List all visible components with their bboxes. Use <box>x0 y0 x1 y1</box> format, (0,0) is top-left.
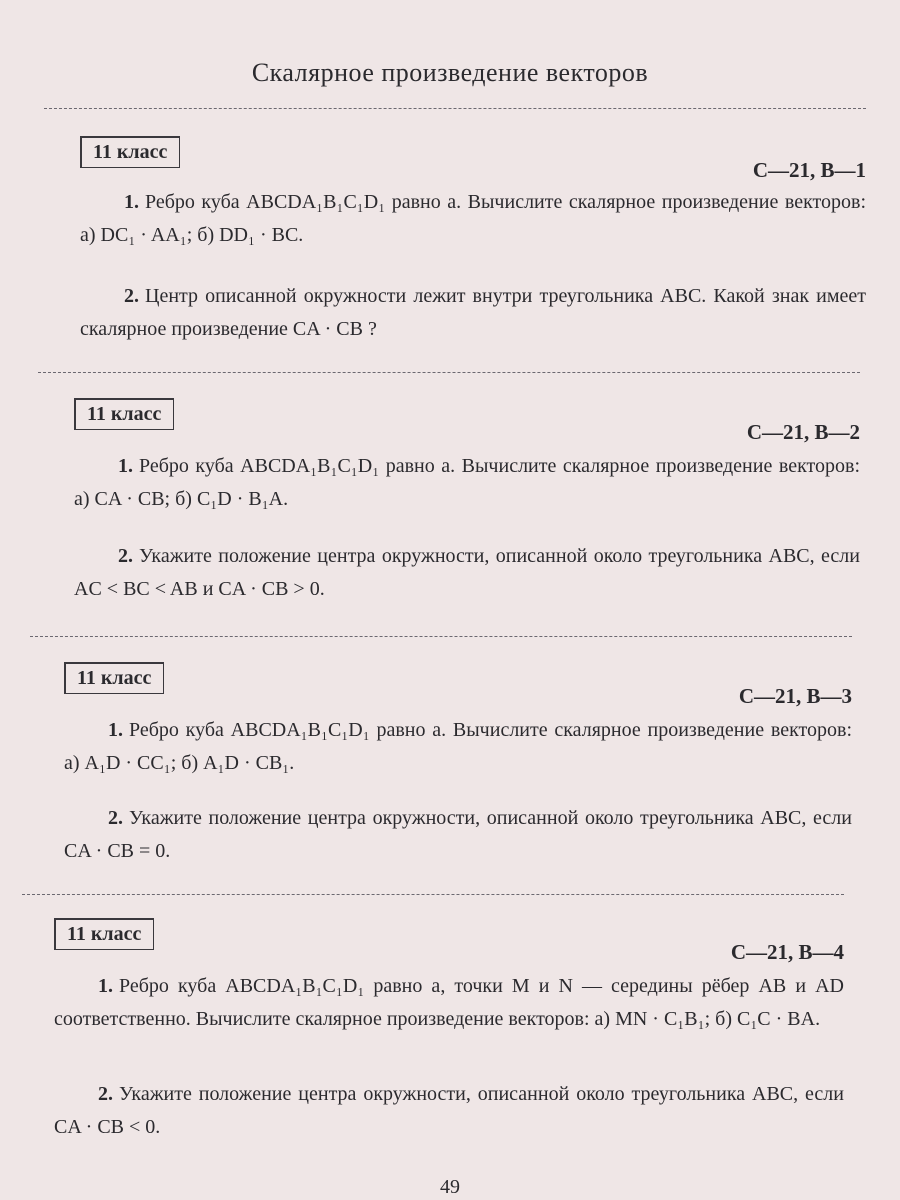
task-text: Ребро куба ABCDA₁B₁C₁D₁ равно a. Вычислите скалярное произведение векторов: а) CA · CB; б) C₁D · B₁A. <box>74 455 860 510</box>
task-number: 1. <box>108 719 123 741</box>
task-2 <box>74 540 860 606</box>
task-number: 2. <box>118 545 133 567</box>
task-1 <box>80 186 866 252</box>
task-text: Ребро куба ABCDA₁B₁C₁D₁ равно a. Вычислите скалярное произведение векторов: а) DC₁ · AA₁; б) DD₁ · BC. <box>80 191 866 246</box>
task-text: Укажите положение центра окружности, описанной около треугольника ABC, если CA · CB = 0. <box>64 807 852 862</box>
task-number: 2. <box>108 807 123 829</box>
grade-label: 11 класс <box>64 662 164 694</box>
task-1 <box>64 714 852 780</box>
task-2 <box>80 280 866 346</box>
task-2 <box>64 802 852 868</box>
grade-label: 11 класс <box>74 398 174 430</box>
task-text: Укажите положение центра окружности, описанной около треугольника ABC, если CA · CB < 0. <box>54 1083 844 1138</box>
page-number: 49 <box>440 1176 460 1198</box>
page-title: Скалярное произведение векторов <box>251 58 649 87</box>
variant-code: С—21, В—2 <box>746 420 860 444</box>
task-number: 1. <box>124 191 139 213</box>
task-number: 2. <box>124 285 139 307</box>
variant-code: С—21, В—4 <box>730 940 844 964</box>
variant-code: С—21, В—3 <box>738 684 852 708</box>
section-divider <box>38 372 860 373</box>
task-text: Укажите положение центра окружности, описанной около треугольника ABC, если AC < BC < AB и CA · CB > 0. <box>74 545 860 600</box>
section-divider <box>30 636 852 637</box>
task-2 <box>54 1078 844 1144</box>
section-divider <box>44 108 866 109</box>
task-1 <box>54 970 844 1036</box>
variant-code: С—21, В—1 <box>752 158 866 182</box>
task-number: 1. <box>98 975 113 997</box>
task-text: Ребро куба ABCDA₁B₁C₁D₁ равно a. Вычислите скалярное произведение векторов: а) A₁D · CC₁; б) A₁D · CB₁. <box>64 719 852 774</box>
task-1 <box>74 450 860 516</box>
grade-label: 11 класс <box>80 136 180 168</box>
task-number: 1. <box>118 455 133 477</box>
task-number: 2. <box>98 1083 113 1105</box>
task-text: Центр описанной окружности лежит внутри треугольника ABC. Какой знак имеет скалярное произведение CA · CB ? <box>80 285 866 340</box>
task-text: Ребро куба ABCDA₁B₁C₁D₁ равно a, точки M и N — середины рёбер AB и AD соответственно. Вычислите скалярное произведение векторов: а) MN · C₁B₁; б) C₁C · BA. <box>54 975 844 1030</box>
grade-label: 11 класс <box>54 918 154 950</box>
section-divider <box>22 894 844 895</box>
